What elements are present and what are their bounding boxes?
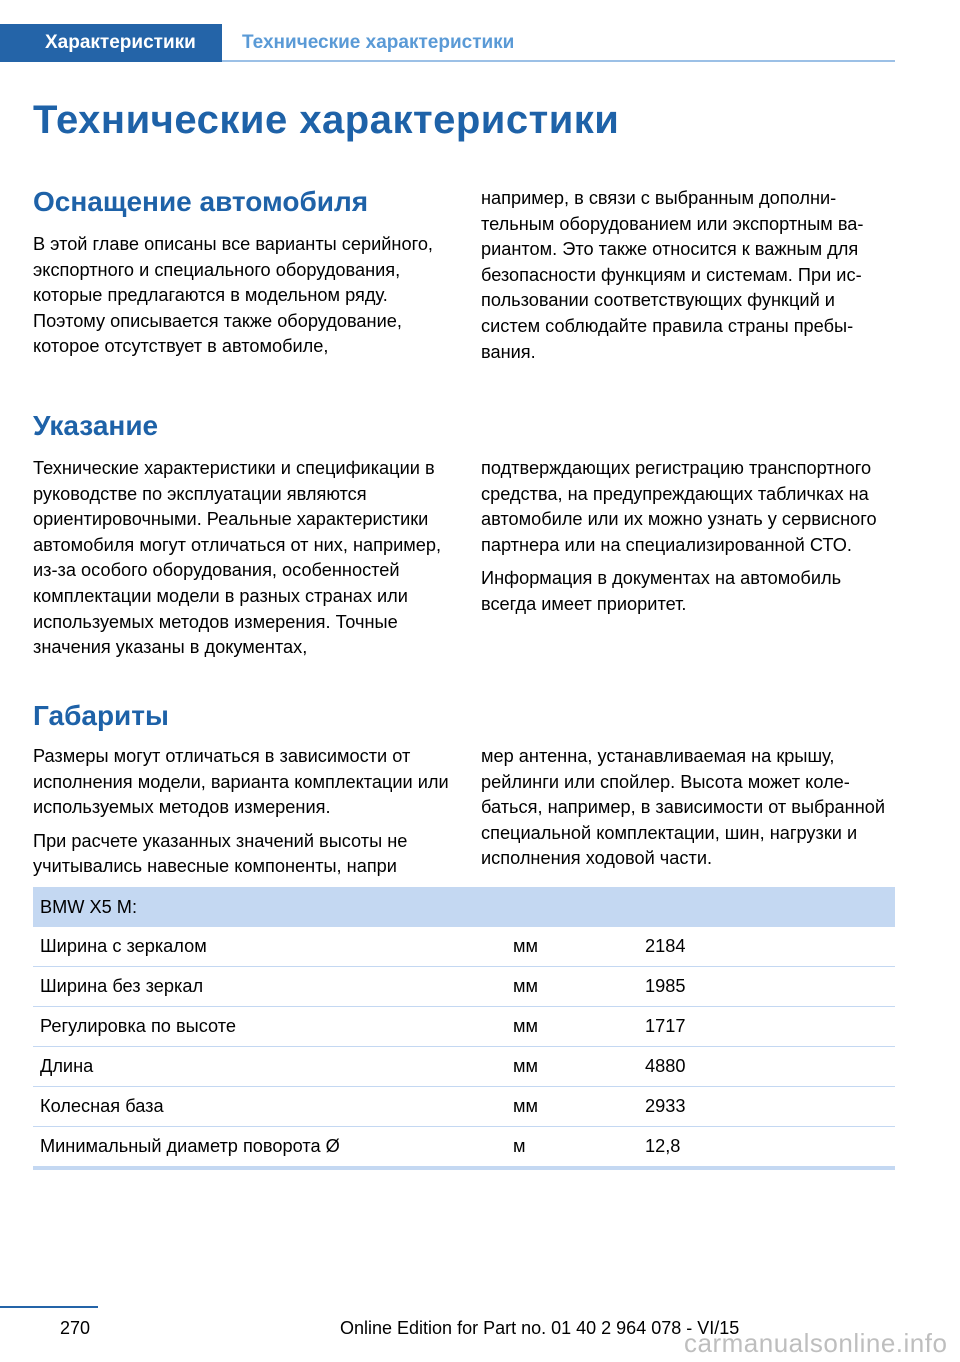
equipment-paragraph-1: В этой главе описаны все варианты серийного, экспортного и специального оборудования, которые предлагаются в модельном ряду. Поэтому описывается также оборудование, которое отсутствует в автомобиле, [33,234,433,357]
breadcrumb[interactable]: Технические характеристики [242,32,515,53]
table-row [33,967,895,1007]
note-left-column [33,456,453,669]
section-title-equipment: Оснащение автомобиля [33,186,369,217]
section-title-note: Указание [33,410,159,441]
header-divider [222,60,895,62]
row-name: Ширина с зеркалом [33,927,506,967]
equipment-left-column [33,232,453,368]
row-unit: мм [506,1047,638,1087]
dimensions-right-column [481,744,895,880]
row-value: 1717 [638,1007,895,1047]
dimensions-table [33,887,895,1170]
section-title-dimensions: Габариты [33,700,169,731]
row-value: 1985 [638,967,895,1007]
page-title: Технические характеристики [33,98,620,142]
note-right-column [481,456,895,626]
row-unit: мм [506,1007,638,1047]
page-number: 270 [60,1318,91,1338]
table-row [33,1007,895,1047]
dimensions-paragraph-3: мер антенна, устанавливаемая на крышу, рейлинги или спойлер. Высота может колебаться, например, в зависимости от выбранной специальной комплектации, шин, нагрузки и исполнения ходовой части. [481,746,886,869]
row-name: Длина [33,1047,506,1087]
dimensions-paragraph-1: Размеры могут отличаться в зависимости от исполнения модели, варианта комплектации или используемых методов измерения. [33,746,449,818]
row-name: Минимальный диаметр поворота Ø [33,1127,506,1169]
row-value: 4880 [638,1047,895,1087]
row-value: 2933 [638,1087,895,1127]
dimensions-paragraph-2: При расчете указанных значений высоты не учитывались навесные компоненты, напри [33,830,408,877]
edition-label: Online Edition for Part no. 01 40 2 964 078 - VI/15 [340,1318,740,1338]
row-name: Колесная база [33,1087,506,1127]
row-value: 2184 [638,927,895,967]
row-value: 12,8 [638,1127,895,1169]
row-unit: мм [506,1087,638,1127]
row-unit: мм [506,927,638,967]
note-paragraph-3: Информация в документах на автомобиль всегда имеет приоритет. [481,568,842,614]
row-unit: м [506,1127,638,1169]
table-row [33,1127,895,1169]
chapter-tab[interactable]: Характеристики [0,24,222,62]
row-name: Регулировка по высоте [33,1007,506,1047]
table-row [33,1087,895,1127]
note-paragraph-2: подтверждающих регистрацию транспортного средства, на предупреждающих табличках на автомобиле или их можно узнать у сервисного партнера или на специализированной СТО. [481,458,877,555]
table-header-row [33,887,895,927]
row-name: Ширина без зеркал [33,967,506,1007]
table-header: BMW X5 M: [33,887,895,927]
dimensions-left-column [33,744,453,888]
watermark: carmanualsonline.info [684,1328,948,1358]
table-row [33,927,895,967]
row-unit: мм [506,967,638,1007]
note-paragraph-1: Технические характеристики и спецификации в руководстве по эксплуатации являются ориентировочными. Реальные характеристики автомобиля могут отличаться от них, например, из-за особого оборудования, особенностей комплектации модели в разных странах или используемых методов измерения. Точные значения указаны в документах, [33,458,442,658]
table-row [33,1047,895,1087]
footer-divider [0,1306,98,1308]
equipment-right-column [481,186,895,373]
equipment-paragraph-2: например, в связи с выбранным дополнительным оборудованием или экспортным вариантом. Это также относится к важным для безопасности функциям и системам. При использовании соответствующих функций и систем соблюдайте правила страны пребывания. [481,188,864,362]
